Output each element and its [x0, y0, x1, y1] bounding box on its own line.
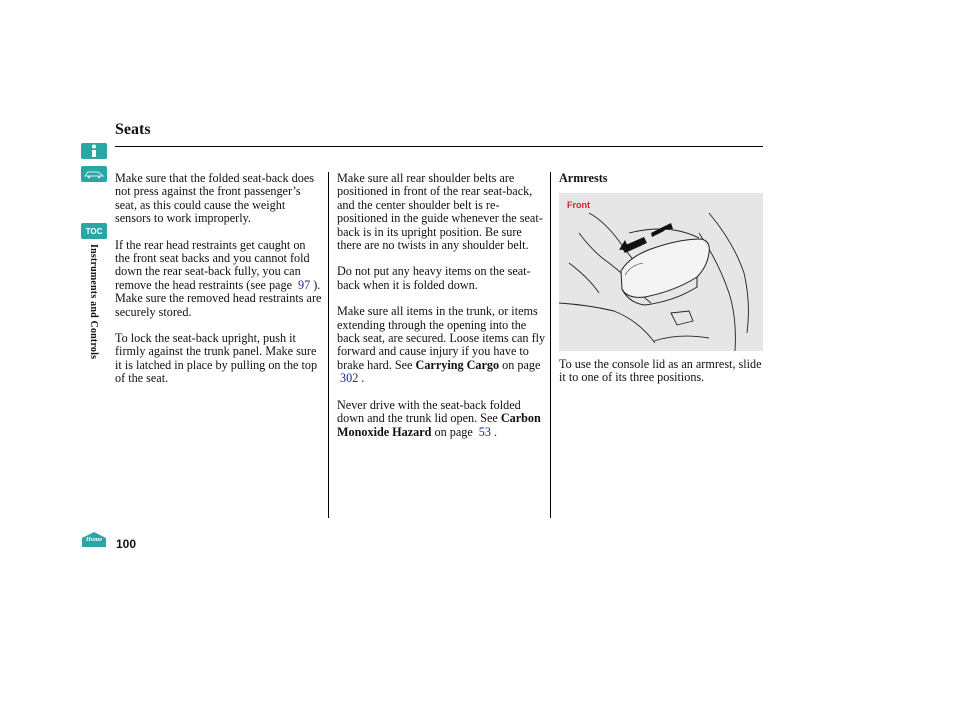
column-divider [550, 172, 551, 518]
page-link-53[interactable]: 53 [478, 424, 491, 439]
armrest-illustration [559, 193, 763, 351]
figure-caption: To use the console lid as an armrest, slide it to one of its three positions. [559, 357, 762, 385]
paragraph: Do not put any heavy items on the seat-back when it is folded down. [337, 264, 531, 292]
paragraph: If the rear head restraints get caught on the front seat backs and you cannot fold down the rear seat-back fully, you can remove the head restraints (see page 97 ). [115, 237, 321, 292]
bold-reference: Carrying Cargo [415, 357, 500, 372]
paragraph: Make sure the removed head restraints are securely stored. [115, 291, 322, 319]
bold-reference: Carbon Monoxide Hazard [337, 411, 541, 439]
title-rule [115, 146, 763, 147]
paragraph: Make sure all items in the trunk, or items extending through the opening into the back seat, are secured. Loose items can fly forward and cause injury if you have to brake hard. See Carrying Cargo on page 302 . [337, 304, 546, 386]
home-label[interactable]: Home [85, 536, 103, 543]
section-heading: Armrests [559, 171, 608, 185]
paragraph: Never drive with the seat-back folded down and the trunk lid open. See Carbon Monoxide Hazard on page 53 . [337, 397, 541, 439]
figure-label: Front [567, 200, 590, 210]
page-link-302[interactable]: 302 [340, 371, 359, 386]
paragraph: Make sure that the folded seat-back does not press against the front passenger’s seat, as this could cause the weight sensors to work improperly. [115, 171, 314, 226]
column-2 [337, 172, 547, 452]
column-divider [328, 172, 329, 518]
car-icon[interactable] [81, 166, 107, 182]
armrest-drawing [559, 193, 763, 351]
toc-button[interactable]: TOC [81, 223, 107, 239]
page-number: 100 [116, 537, 137, 551]
info-icon[interactable] [81, 143, 107, 159]
column-1 [115, 172, 323, 399]
figure-caption-block [559, 358, 763, 398]
page-title: Seats [115, 121, 151, 138]
paragraph: Make sure all rear shoulder belts are positioned in front of the rear seat-back, and the center shoulder belt is re-positioned in the guide whenever the seat-back is in its upright position. Be sure there are no twists in any shoulder belt. [337, 171, 543, 253]
section-label: Instruments and Controls [88, 244, 99, 360]
page-link-97[interactable]: 97 [298, 277, 311, 292]
paragraph: To lock the seat-back upright, push it firmly against the trunk panel. Make sure it is latched in place by pulling on the top of the seat. [115, 331, 318, 386]
